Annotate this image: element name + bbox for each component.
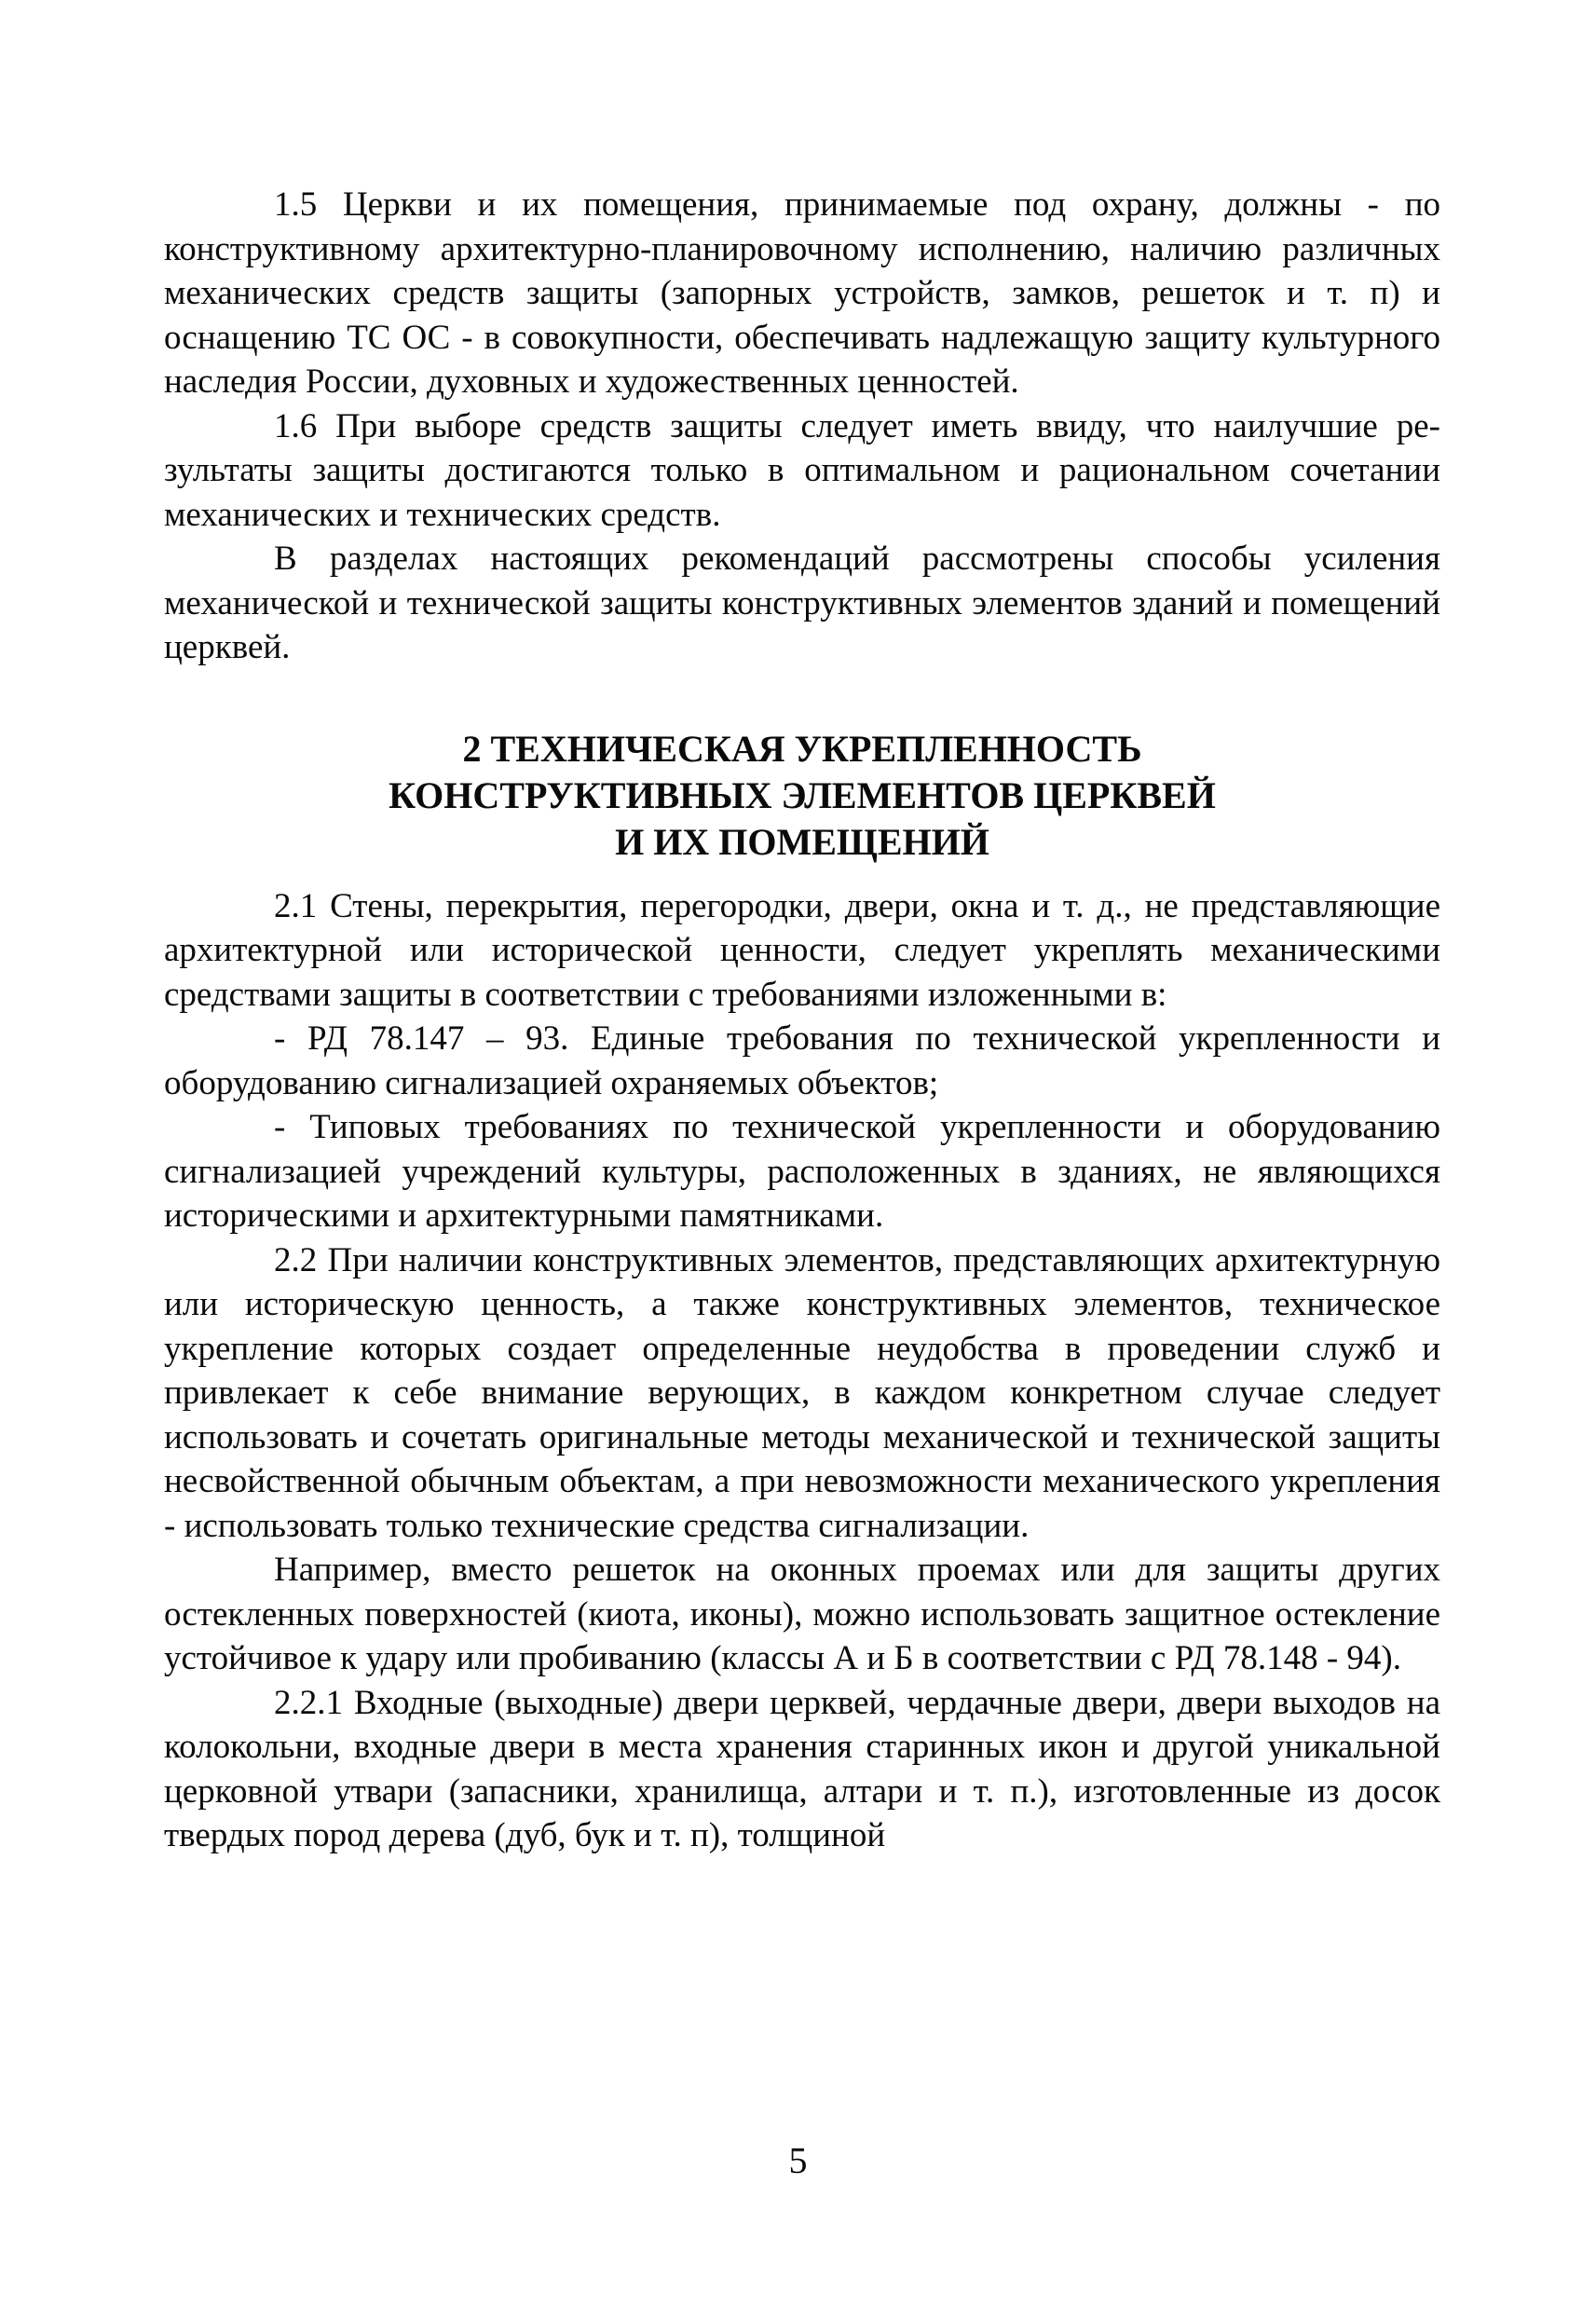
list-item-typical-requirements: - Типовых требованиях по технической укрепленности и оборудованию сигнализацией учреждений культуры, расположенных в зданиях, не являющихся историческими и архитектурными памятниками. [164, 1108, 1440, 1235]
section-2-heading-line-1: 2 ТЕХНИЧЕСКАЯ УКРЕПЛЕННОСТЬ [462, 727, 1142, 770]
paragraph-2-1: 2.1 Стены, перекрытия, перегородки, двери, окна и т. д., не представляющие архитектурной или исторической ценности, следует укреплять механическими средствами защиты в соответствии с требованиями изложенными в: [164, 886, 1440, 1014]
paragraph-1-6: 1.6 При выборе средств защиты следует иметь ввиду, что наилучшие результаты защиты достигаются только в оптимальном и рациональном сочетании механических и технических средств. [164, 406, 1440, 534]
section-2-heading-line-3: И ИХ ПОМЕЩЕНИЙ [615, 820, 989, 863]
paragraph-2-2-1: 2.2.1 Входные (выходные) двери церквей, чердачные двери, двери выходов на колокольни, входные двери в места хранения старинных икон и другой уникальной церковной утвари (запасники, хранилища, алтари и т. п.), изготовленные из досок твердых пород дерева (дуб, бук и т. п), толщиной [164, 1683, 1440, 1854]
paragraph-2-2: 2.2 При наличии конструктивных элементов, представляющих архитектурную или историческую ценность, а также конструктивных элементов, техническое укрепление которых создает определенные неудобства в проведении служб и привлекает к себе внимание верующих, в каждом конкретном случае следует использовать и сочетать оригинальные методы механической и технической защиты несвойственной обычным объектам, а при невозможности механического укрепления - использовать только технические средства сигнализации. [164, 1240, 1440, 1545]
section-2-heading [164, 726, 1440, 866]
list-item-rd-78-147: - РД 78.147 – 93. Единые требования по технической укрепленности и оборудованию сигнализацией охраняемых объектов; [164, 1019, 1440, 1102]
paragraph-sections-note: В разделах настоящих рекомендаций рассмотрены способы усиления механической и технической защиты конструктивных элементов зданий и помещений церквей. [164, 540, 1440, 666]
paragraph-1-5: 1.5 Церкви и их помещения, принимаемые под охрану, должны - по конструктивному архитектурно-планировочному исполнению, наличию различных механических средств защиты (запорных устройств, замков, решеток и т. п) и оснащению ТС ОС - в совокупности, обеспечивать надлежащую защиту культурного наследия России, духовных и художественных ценностей. [164, 185, 1440, 401]
page-number: 5 [788, 2140, 808, 2181]
paragraph-example: Например, вместо решеток на оконных проемах или для защиты других остекленных поверхностей (киота, иконы), можно использовать защитное остекление устойчивое к удару или пробиванию (классы А и Б в соответствии с РД 78.148 - 94). [164, 1551, 1440, 1677]
section-2-heading-line-2: КОНСТРУКТИВНЫХ ЭЛЕМЕНТОВ ЦЕРКВЕЙ [389, 773, 1216, 816]
page-content [164, 183, 1440, 1858]
